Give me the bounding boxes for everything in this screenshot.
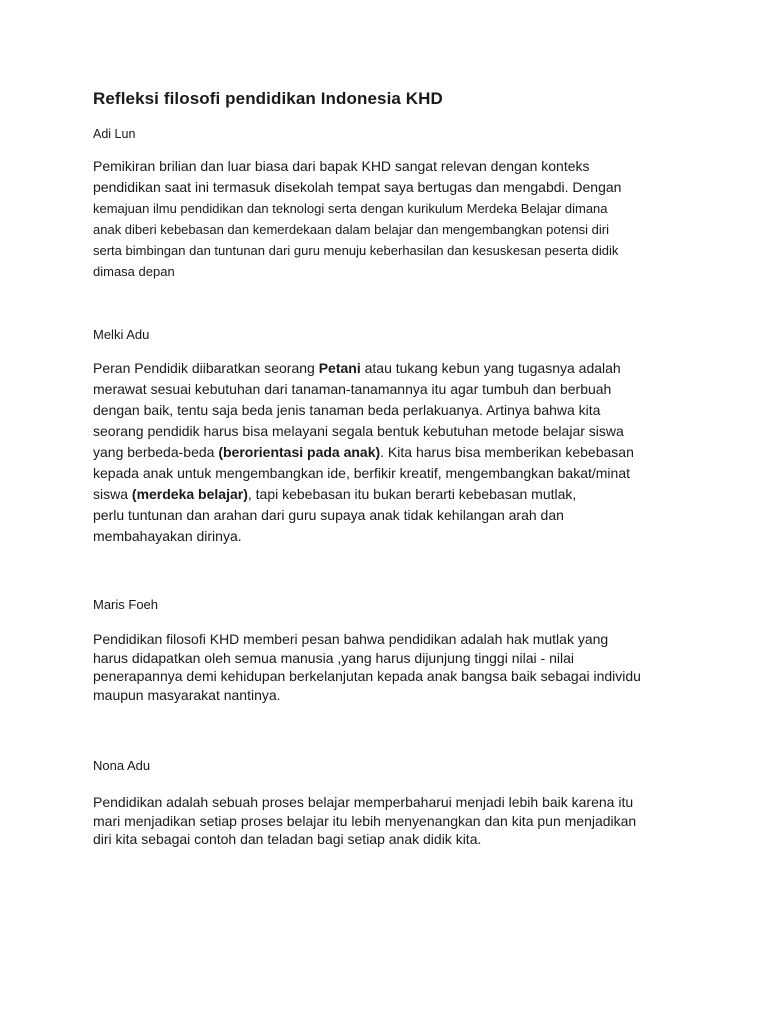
entry-author: Adi Lun <box>93 127 136 141</box>
paragraph-line: diri kita sebagai contoh dan teladan bagi setiap anak didik kita. <box>93 831 482 847</box>
paragraph-line: mari menjadikan setiap proses belajar itu lebih menyenangkan dan kita pun menjadikan <box>93 812 637 829</box>
paragraph-line: kepada anak untuk mengembangkan ide, berfikir kreatif, mengembangkan bakat/minat <box>93 465 630 481</box>
paragraph-line: dimasa depan <box>93 264 175 279</box>
paragraph-line: merawat sesuai kebutuhan dari tanaman-tanamannya itu agar tumbuh dan berbuah <box>93 381 612 397</box>
paragraph-line: Pendidikan filosofi KHD memberi pesan bahwa pendidikan adalah hak mutlak yang <box>93 631 609 647</box>
entry-paragraph <box>93 630 683 704</box>
paragraph-line: Pendidikan adalah sebuah proses belajar memperbaharui menjadi lebih baik karena itu <box>93 794 634 810</box>
paragraph-line: anak diberi kebebasan dan kemerdekaan dalam belajar dan mengembangkan potensi diri <box>93 222 610 237</box>
entry-author: Melki Adu <box>93 327 150 342</box>
paragraph-line: Peran Pendidik diibaratkan seorang Petani atau tukang kebun yang tugasnya adalah <box>93 360 621 376</box>
paragraph-line: seorang pendidik harus bisa melayani segala bentuk kebutuhan metode belajar siswa <box>93 423 624 439</box>
entry-paragraph <box>93 358 683 547</box>
entry-paragraph <box>93 793 683 849</box>
paragraph-line: membahayakan dirinya. <box>93 528 242 544</box>
paragraph-line: perlu tuntunan dan arahan dari guru supaya anak tidak kehilangan arah dan <box>93 507 564 523</box>
paragraph-line: kemajuan ilmu pendidikan dan teknologi serta dengan kurikulum Merdeka Belajar dimana <box>93 201 608 216</box>
emphasis-text: Petani <box>318 360 361 376</box>
entry-author: Nona Adu <box>93 758 151 773</box>
paragraph-line: pendidikan saat ini termasuk disekolah tempat saya bertugas dan mengabdi. Dengan <box>93 179 622 195</box>
paragraph-line: maupun masyarakat nantinya. <box>93 686 281 703</box>
emphasis-text: (merdeka belajar) <box>131 486 248 502</box>
paragraph-line: harus didapatkan oleh semua manusia ,yang harus dijunjung tinggi nilai - nilai <box>93 649 574 666</box>
entry-author: Maris Foeh <box>93 597 159 612</box>
entry-paragraph <box>93 156 683 282</box>
paragraph-line: dengan baik, tentu saja beda jenis tanaman beda perlakuanya. Artinya bahwa kita <box>93 402 601 418</box>
paragraph-line: Pemikiran brilian dan luar biasa dari bapak KHD sangat relevan dengan konteks <box>93 158 590 174</box>
paragraph-line: penerapannya demi kehidupan berkelanjutan kepada anak bangsa baik sebagai individu <box>93 668 641 684</box>
document-title: Refleksi filosofi pendidikan Indonesia KHD <box>93 89 443 108</box>
paragraph-line: yang berbeda-beda (berorientasi pada anak). Kita harus bisa memberikan kebebasan <box>93 444 634 460</box>
emphasis-text: (berorientasi pada anak) <box>218 444 381 460</box>
paragraph-line: siswa (merdeka belajar), tapi kebebasan itu bukan berarti kebebasan mutlak, <box>93 486 577 502</box>
paragraph-line: serta bimbingan dan tuntunan dari guru menuju keberhasilan dan kesuskesan peserta didik <box>93 243 619 258</box>
